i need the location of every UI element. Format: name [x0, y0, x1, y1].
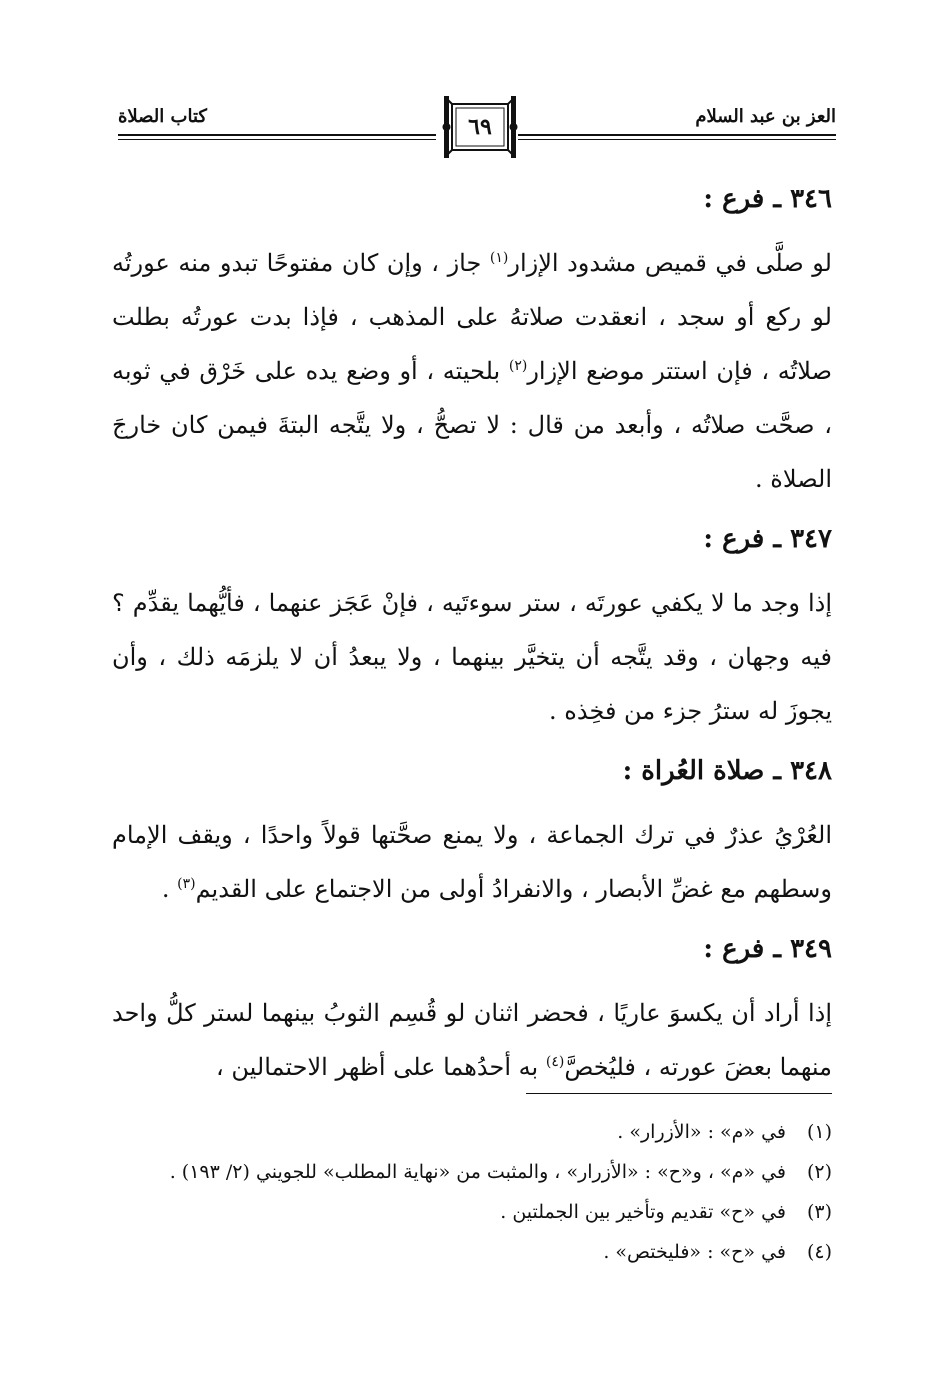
header-rule-left: [118, 134, 436, 136]
running-header: [118, 92, 836, 172]
section-heading-349: ٣٤٩ ـ فرع :: [703, 934, 832, 964]
header-rule-left-thin: [118, 139, 436, 140]
footnote-number: (٢): [806, 1161, 832, 1183]
paragraph-346-part-2: جاز ، وإن كان مفتوحًا تبدو منه عورتُه لو ركع أو سجد ، انعقدت صلاتهُ على المذهب ، فإذا بدت عورتُه بطلت صلاتُه ، فإن استتر موضع الإزار: [112, 249, 832, 385]
paragraph-346-part-1: لو صلَّى في قميص مشدود الإزار: [508, 249, 832, 277]
footnote-ref-4: (٤): [545, 1054, 565, 1070]
footnote-number: (١): [806, 1121, 832, 1143]
paragraph-347: إذا وجد ما لا يكفي عورتَه ، ستر سوءتَيه ، فإنْ عَجَز عنهما ، فأيُّهما يقدِّم ؟ فيه وجهان ، وقد يتَّجه أن يتخيَّر بينهما ، ولا يبعدُ أن لا يلزمَه ذلك ، وأن يجوزَ له سترُ جزء من فخِذه .: [112, 589, 832, 725]
paragraph-348-end: .: [161, 875, 178, 903]
footnotes: [112, 1112, 832, 1272]
footnote-ref-2: (٢): [508, 358, 528, 374]
footnote-3: [112, 1192, 832, 1232]
paragraph-349-end: به أحدُهما على أظهر الاحتمالين ،: [216, 1053, 546, 1081]
footnote-text: في «ح» تقديم وتأخير بين الجملتين .: [500, 1201, 786, 1223]
footnote-number: (٣): [806, 1201, 832, 1223]
header-rule-right-thin: [518, 139, 836, 140]
section-heading-346: ٣٤٦ ـ فرع :: [703, 184, 832, 214]
footnote-1: [112, 1112, 832, 1152]
main-text: [112, 182, 832, 1094]
footnote-separator: [526, 1093, 832, 1094]
section-heading-348: ٣٤٨ ـ صلاة العُراة :: [622, 756, 832, 786]
paragraph-349-text: إذا أراد أن يكسوَ عاريًا ، فحضر اثنان لو قُسِم الثوبُ بينهما لستر كلُّ واحد منهما بعضَ عورته ، فليُخصَّ: [112, 999, 832, 1081]
paragraph-349: [112, 986, 832, 1094]
footnote-number: (٤): [806, 1241, 832, 1263]
header-rule-right: [518, 134, 836, 136]
footnote-4: [112, 1232, 832, 1272]
page-number-frame: [442, 96, 518, 158]
section-heading-347: ٣٤٧ ـ فرع :: [703, 524, 832, 554]
paragraph-346: [112, 236, 832, 506]
footnote-text: في «م» : «الأزرار» .: [617, 1121, 786, 1143]
footnote-ref-1: (١): [489, 250, 509, 266]
paragraph-348: [112, 808, 832, 916]
paragraph-348-text: العُرْيُ عذرٌ في ترك الجماعة ، ولا يمنع صحَّتها قولاً واحدًا ، ويقف الإمام وسطهم مع غضِّ الأبصار ، والانفرادُ أولى من الاجتماع على القديم: [112, 821, 832, 903]
footnote-text: في «م» ، و«ح» : «الأزرار» ، والمثبت من «نهاية المطلب» للجويني (٢/ ١٩٣) .: [169, 1161, 786, 1183]
footnote-text: في «ح» : «فليختص» .: [603, 1241, 786, 1263]
paragraph-346-part-3: بلحيته ، أو وضع يده على خَرْق في ثوبه ، صحَّت صلاتُه ، وأبعد من قال : لا تصحُّ ، ولا يتَّجه البتةَ فيمن كان خارجَ الصلاة .: [112, 357, 832, 493]
header-author: العز بن عبد السلام: [695, 106, 836, 127]
footnote-ref-3: (٣): [177, 876, 196, 892]
header-book-title: كتاب الصلاة: [118, 106, 207, 127]
page-number: ٦٩: [468, 114, 492, 140]
footnote-2: [112, 1152, 832, 1192]
